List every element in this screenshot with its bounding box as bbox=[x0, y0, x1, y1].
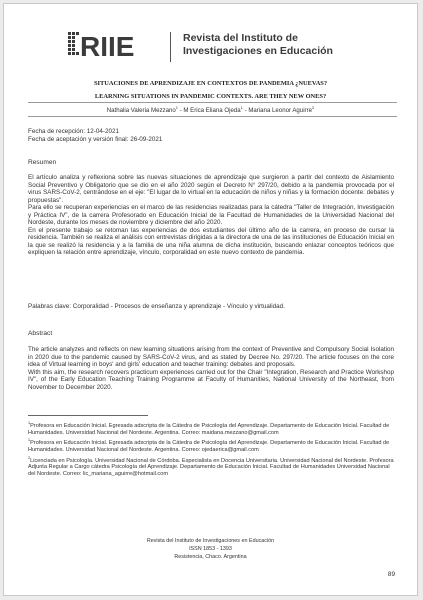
document-page bbox=[3, 3, 418, 596]
header-divider bbox=[170, 32, 171, 62]
resumen-paragraph: Para ello se recuperan experiencias en el marco de las residencias realizadas para la cátedra "Taller de Integración, Investigación y Práctica IV", de la carrera Profesorado en Educación Inicial de la Facultad de Humanidades de la Universidad Nacional del Nordeste, durante los meses de noviembre y diciembre del año 2020. bbox=[28, 204, 394, 226]
footnotes bbox=[28, 420, 394, 479]
page-number: 89 bbox=[387, 571, 395, 578]
resumen-paragraph: En el presente trabajo se retoman las experiencias de dos estudiantes del último año de la carrera, en proceso de cursar la residencia. También se realiza el análisis con entrevistas dirigidas a la directora de una de las instituciones de Educación Inicial en la que se realizó la residencia y a la familia de una niña alumna de dicha institución, buscando enlazar conceptos teóricos que expliquen la relación entre aprendizaje, vínculo, corporalidad en este nuevo contexto de pandemia. bbox=[28, 226, 394, 256]
title-english: LEARNING SITUATIONS IN PANDEMIC CONTEXTS. ARE THEY NEW ONES? bbox=[94, 93, 327, 100]
footer-issn: ISSN 1853 - 1393 bbox=[189, 546, 232, 552]
footnote-text: Profesora en Educación Inicial. Egresada adscripta de la Cátedra de Psicología del Aprendizaje. Departamento de Educación Inicial. Facultad de Humanidades. Universidad Nacional del Nordeste. Argentina. Correo: maidana.mezzano@gmail.com bbox=[28, 422, 390, 436]
publication-dates bbox=[28, 128, 394, 143]
riie-logo bbox=[68, 28, 160, 64]
footnote-mark: 1 bbox=[28, 438, 31, 443]
footer-location: Resistencia, Chaco. Argentina bbox=[174, 554, 247, 560]
abstract-heading: Abstract bbox=[28, 330, 53, 337]
abstract-body bbox=[28, 346, 394, 391]
footnote-text: Profesora en Educación Inicial. Egresada adscripta de la Cátedra de Psicología del Aprendizaje. Departamento de Educación Inicial. Facultad de Humanidades. Universidad Nacional del Nordeste. Argentina. Correo: ojedaerica@gmail.com bbox=[28, 440, 390, 453]
author-footnote-mark[interactable]: 1 bbox=[175, 105, 178, 110]
resumen-heading: Resumen bbox=[28, 159, 57, 166]
author-name: Mariana Leonor Aguirre bbox=[248, 107, 312, 115]
keywords: Palabras clave: Corporalidad - Procesos de enseñanza y aprendizaje - Vínculo y virtualidad. bbox=[28, 303, 285, 310]
footnote-item bbox=[28, 420, 394, 436]
abstract-paragraph: The article analyzes and reflects on new learning situations arising from the context of Preventive and Compulsory Social Isolation in 2020 due to the pandemic caused by SARS-CoV-2 virus, and as stated by Decree No. 297/20. The article focuses on the core idea of Virtual learning in boys' and girls' education and teacher training: debates and proposals. bbox=[28, 346, 394, 368]
journal-name-line2: Investigaciones en Educación bbox=[183, 45, 333, 57]
journal-name-line1: Revista del Instituto de bbox=[183, 32, 298, 44]
footnote-item bbox=[28, 455, 394, 478]
journal-name bbox=[183, 32, 373, 58]
title-spanish: SITUACIONES DE APRENDIZAJE EN CONTEXTOS DE PANDEMIA ¿NUEVAS? bbox=[93, 80, 328, 87]
footnote-separator bbox=[28, 415, 148, 416]
authors-top-rule bbox=[28, 102, 397, 103]
received-date: Fecha de recepción: 12-04-2021 bbox=[28, 128, 120, 135]
author-name: M Erica Eliana Ojeda bbox=[183, 107, 241, 115]
riie-logo-mark-icon bbox=[68, 28, 160, 64]
footer-journal: Revista del Instituto de Investigaciones en Educación bbox=[146, 538, 275, 544]
abstract-paragraph: With this aim, the research recovers practicum experiences carried out for the Chair "Integration, Research and Practice Workshop IV", of the Early Education Teaching Training Programme at Faculty of Humanities, National University of the Northeast, from November to December 2020. bbox=[28, 368, 394, 391]
author-footnote-mark[interactable]: 2 bbox=[312, 105, 315, 110]
footnote-item bbox=[28, 437, 394, 453]
journal-header bbox=[68, 26, 368, 68]
authors-bottom-rule bbox=[28, 116, 397, 117]
footnote-mark: 1 bbox=[28, 421, 31, 425]
page-footer bbox=[4, 537, 417, 561]
author-list: Nathalia Valeria Mezzano$^1$ - M Erica Eliana Ojeda$^1$ - Mariana Leonor Aguirre$^2$ bbox=[106, 105, 315, 115]
author-footnote-mark[interactable]: 1 bbox=[240, 105, 243, 110]
author-name: Nathalia Valeria Mezzano bbox=[106, 107, 176, 115]
resumen-paragraph: El artículo analiza y reflexiona sobre las nuevas situaciones de aprendizaje que surgieron a partir del contexto de Aislamiento Social Preventivo y Obligatorio que se dio en el año 2020 según el Decreto N° 297/20, debido a la pandemia provocada por el virus SARS-CoV-2, centrándose en el eje: "El lugar de lo virtual en la educación de niños y niñas y la formación docente: debates y propuestas". bbox=[28, 174, 394, 204]
logo-text: RIIE bbox=[80, 31, 135, 62]
resumen-body bbox=[28, 174, 394, 257]
accepted-date: Fecha de aceptación y versión final: 26-09-2021 bbox=[28, 135, 163, 143]
footnote-mark: 2 bbox=[28, 455, 31, 460]
footnote-text: Licenciada en Psicología. Universidad Nacional de Córdoba. Especialista en Docencia Universitaria. Universidad Nacional del Nordeste. Profesora Adjunta Regular a Cargo cátedra Psicología del Aprendizaje. Departamento de Educación Inicial. Facultad de Humanidades Universidad Nacional del Nordeste. Correo: lic_mariana_aguirre@hotmail.com bbox=[28, 457, 394, 477]
